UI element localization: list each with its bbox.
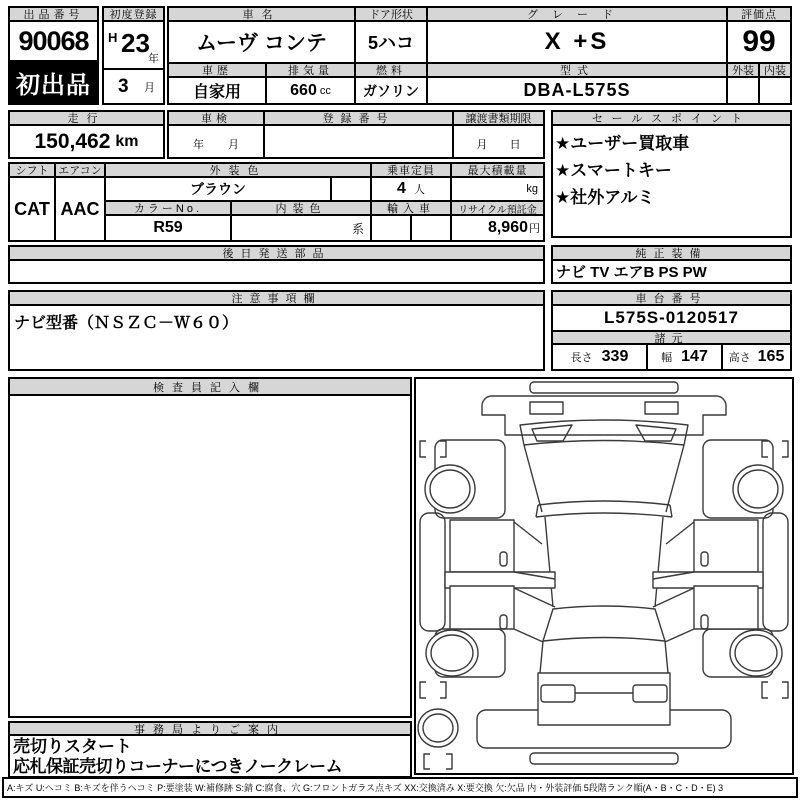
sales-point-item: ★社外アルミ [555, 188, 655, 207]
height-value: 165 [757, 348, 785, 365]
mileage-unit: km [115, 132, 139, 150]
interior-color: 系 [230, 214, 372, 242]
transfer-docs-header: 譲渡書類期限 [452, 110, 545, 126]
car-diagram-box [414, 377, 794, 775]
dimension-height [721, 343, 792, 371]
color-no-header: カラーNo. [104, 200, 232, 216]
year-suffix: 年 [148, 53, 159, 65]
recycle-unit: 円 [529, 223, 540, 235]
chassis-number: L575S-0120517 [551, 304, 792, 332]
score-header: 評価点 [726, 6, 792, 22]
max-load-header: 最大積載量 [450, 162, 545, 178]
recycle-header: リサイクル預託金 [450, 200, 545, 216]
legend-bar: A:キズ U:ヘコミ B:キズを伴うヘコミ P:要塗装 W:補修跡 S:錆 C:腐食、穴 G:フロントガラス点キズ XX:交換済み X:要交換 欠:欠品 内・外装評価 5段階ランク順(A・B・C・D・E) 3 [2, 777, 798, 798]
inspector-notes-header: 検査員記入欄 [10, 379, 410, 396]
history-header: 車歴 [167, 62, 267, 78]
chassis-header: 車台番号 [551, 290, 792, 306]
model-code: DBA-L575S [426, 76, 728, 105]
sales-point-item: ★スマートキー [555, 161, 672, 180]
month-suffix: 月 [144, 82, 155, 94]
capacity-unit: 人 [413, 184, 425, 196]
exterior-color: ブラウン [104, 176, 332, 202]
fuel-header: 燃料 [354, 62, 428, 78]
door-shape: 5ハコ [354, 20, 428, 64]
shift: CAT [8, 176, 56, 242]
registration-month: 3 [118, 76, 129, 97]
first-registration-year-cell [102, 20, 165, 70]
capacity-header: 乗車定員 [370, 162, 452, 178]
capacity-value: 4 [397, 180, 406, 197]
mileage [8, 124, 165, 159]
registration-year: 23 [121, 28, 150, 58]
import-car-cell-2 [410, 214, 452, 242]
max-load [450, 176, 545, 202]
later-parts-header: 後日発送部品 [8, 245, 545, 261]
car-top-view-diagram [416, 379, 792, 773]
width-label: 幅 [661, 352, 673, 364]
exterior-color-extra-cell [330, 176, 372, 202]
car-name-header: 車名 [167, 6, 356, 22]
sales-points-list [551, 124, 792, 238]
recycle-value: 8,960 [487, 219, 528, 236]
grade-header: グレード [426, 6, 728, 22]
office-notice-line: 売切りスタート [13, 737, 132, 756]
inspection-cell [167, 124, 265, 159]
interior-score [758, 76, 792, 105]
lot-number: 90068 [8, 20, 99, 62]
sales-points-header: セールスポイント [551, 110, 792, 126]
office-notice-line: 応札保証売切りコーナーにつきノークレーム [13, 757, 343, 776]
displacement-unit: cc [319, 84, 331, 97]
lot-number-header: 出品番号 [8, 6, 99, 22]
max-load-unit: kg [526, 183, 538, 195]
office-notice [8, 734, 412, 778]
aircon-header: エアコン [54, 162, 106, 178]
door-shape-header: ドア形状 [354, 6, 428, 22]
aircon: AAC [54, 176, 106, 242]
height-label: 高さ [728, 352, 751, 364]
dimensions-header: 諸元 [551, 330, 792, 345]
car-name: ムーヴ コンテ [167, 20, 356, 64]
notes: ナビ型番（ＮＳＺＣ－Ｗ６０） [8, 304, 545, 371]
score: 99 [726, 20, 792, 64]
length-label: 長さ [570, 352, 593, 364]
registration-no-header: 登録番号 [263, 110, 454, 126]
sales-point-item: ★ユーザー買取車 [555, 134, 690, 153]
grade: X +S [426, 20, 728, 64]
transfer-docs-cell [452, 124, 545, 159]
inspection-month-label: 月 [228, 139, 239, 151]
oem-equipment-header: 純正装備 [551, 245, 792, 261]
length-value: 339 [601, 348, 629, 365]
first-registration-header: 初度登録 [102, 6, 165, 22]
displacement [265, 76, 356, 105]
later-parts [8, 259, 545, 284]
first-registration-month-cell [102, 68, 165, 105]
dimension-width [646, 343, 723, 371]
recycle-deposit [450, 214, 545, 242]
exterior-score [726, 76, 760, 105]
capacity [370, 176, 452, 202]
mileage-value: 150,462 [34, 129, 111, 153]
transfer-day-label: 日 [509, 139, 521, 151]
shift-header: シフト [8, 162, 56, 178]
import-car-cell-1 [370, 214, 412, 242]
registration-no [263, 124, 454, 159]
inspection-header: 車検 [167, 110, 265, 126]
exterior-score-header: 外装 [726, 62, 760, 78]
color-no: R59 [104, 214, 232, 242]
notes-header: 注意事項欄 [8, 290, 545, 306]
dimension-length [551, 343, 648, 371]
first-listing-badge: 初出品 [8, 60, 99, 105]
inspector-notes-box [8, 377, 412, 718]
exterior-color-header: 外装色 [104, 162, 372, 178]
history: 自家用 [167, 76, 267, 105]
interior-score-header: 内装 [758, 62, 792, 78]
transfer-month-label: 月 [476, 139, 488, 151]
width-value: 147 [681, 348, 708, 365]
era-label: H [108, 30, 118, 45]
inspection-year-label: 年 [193, 139, 204, 151]
mileage-header: 走行 [8, 110, 165, 126]
displacement-value: 660 [290, 81, 317, 99]
displacement-header: 排気量 [265, 62, 356, 78]
office-notice-header: 事務局よりご案内 [8, 721, 412, 736]
import-car-header: 輸入車 [370, 200, 452, 216]
model-code-header: 型式 [426, 62, 728, 78]
oem-equipment: ナビ TV エアB PS PW [551, 259, 792, 284]
interior-color-header: 内装色 [230, 200, 372, 216]
fuel: ガソリン [354, 76, 428, 105]
